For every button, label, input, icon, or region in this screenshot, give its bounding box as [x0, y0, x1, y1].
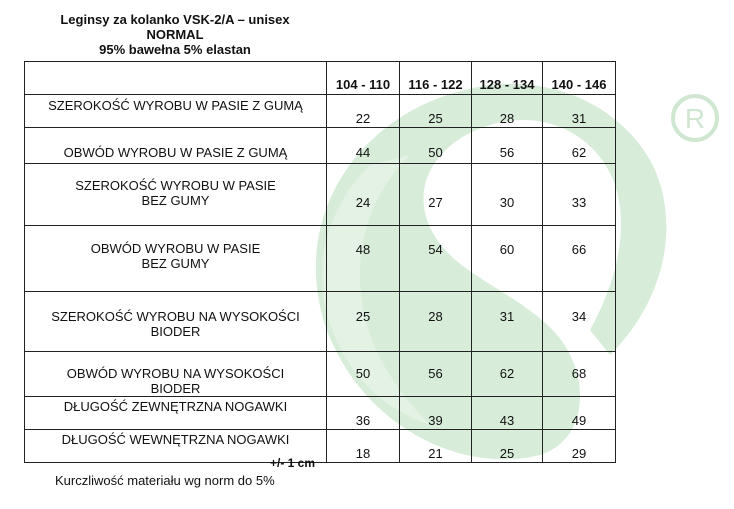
table-row: [25, 352, 616, 397]
value-cell: 24: [327, 164, 400, 226]
value-cell: 50: [327, 352, 400, 397]
value-cell: 25: [400, 95, 472, 128]
row-label-line: SZEROKOŚĆ WYROBU NA WYSOKOŚCI: [51, 309, 300, 324]
size-header: 104 - 110: [327, 62, 400, 95]
value-cell: 30: [472, 164, 543, 226]
value-cell: 66: [543, 226, 616, 292]
row-label-line: OBWÓD WYROBU W PASIE Z GUMĄ: [63, 145, 288, 160]
value-cell: 22: [327, 95, 400, 128]
size-header: 116 - 122: [400, 62, 472, 95]
value-cell: 34: [543, 292, 616, 352]
table-row: [25, 226, 616, 292]
table-row: [25, 95, 616, 128]
shrinkage-note: Kurczliwość materiału wg norm do 5%: [55, 473, 275, 488]
value-cell: 43: [472, 397, 543, 430]
row-label: [25, 352, 327, 397]
value-cell: 39: [400, 397, 472, 430]
row-label-line: BEZ GUMY: [141, 256, 210, 271]
row-label: [25, 164, 327, 226]
table-row: [25, 292, 616, 352]
value-cell: 56: [400, 352, 472, 397]
value-cell: 60: [472, 226, 543, 292]
row-label-line: BIODER: [150, 381, 201, 396]
corner-cell: [25, 62, 327, 95]
value-cell: 48: [327, 226, 400, 292]
table-row: [25, 164, 616, 226]
row-label-line: OBWÓD WYROBU W PASIE: [90, 241, 261, 256]
size-table: [24, 61, 616, 463]
table-row: [25, 430, 616, 463]
table-row: [25, 397, 616, 430]
value-cell: 25: [327, 292, 400, 352]
row-label: [25, 397, 327, 430]
svg-text:R: R: [684, 103, 706, 134]
table-row: [25, 128, 616, 164]
value-cell: 44: [327, 128, 400, 164]
tolerance-note: +/- 1 cm: [270, 456, 316, 470]
value-cell: 31: [472, 292, 543, 352]
row-label: [25, 128, 327, 164]
product-title: Leginsy za kolanko VSK-2/A – unisex: [60, 12, 290, 27]
document-header: [0, 12, 350, 57]
value-cell: 21: [400, 430, 472, 463]
row-label-line: DŁUGOŚĆ ZEWNĘTRZNA NOGAWKI: [63, 399, 288, 414]
value-cell: 49: [543, 397, 616, 430]
fit-type: NORMAL: [146, 27, 204, 42]
value-cell: 29: [543, 430, 616, 463]
row-label-line: DŁUGOŚĆ WEWNĘTRZNA NOGAWKI: [61, 432, 290, 447]
value-cell: 54: [400, 226, 472, 292]
material-composition: 95% bawełna 5% elastan: [99, 42, 251, 57]
size-header: 140 - 146: [543, 62, 616, 95]
row-label-line: BEZ GUMY: [141, 193, 210, 208]
value-cell: 36: [327, 397, 400, 430]
value-cell: 33: [543, 164, 616, 226]
value-cell: 68: [543, 352, 616, 397]
size-header-row: [25, 62, 616, 95]
row-label: [25, 292, 327, 352]
row-label-line: SZEROKOŚĆ WYROBU W PASIE: [75, 178, 276, 193]
row-label-line: OBWÓD WYROBU NA WYSOKOŚCI: [66, 366, 285, 381]
row-label-line: SZEROKOŚĆ WYROBU W PASIE Z GUMĄ: [48, 98, 303, 113]
value-cell: 31: [543, 95, 616, 128]
row-label: [25, 226, 327, 292]
value-cell: 56: [472, 128, 543, 164]
value-cell: 28: [400, 292, 472, 352]
value-cell: 62: [472, 352, 543, 397]
size-header: 128 - 134: [472, 62, 543, 95]
value-cell: 28: [472, 95, 543, 128]
value-cell: 18: [327, 430, 400, 463]
value-cell: 27: [400, 164, 472, 226]
value-cell: 25: [472, 430, 543, 463]
value-cell: 62: [543, 128, 616, 164]
row-label: [25, 95, 327, 128]
row-label-line: BIODER: [150, 324, 201, 339]
value-cell: 50: [400, 128, 472, 164]
